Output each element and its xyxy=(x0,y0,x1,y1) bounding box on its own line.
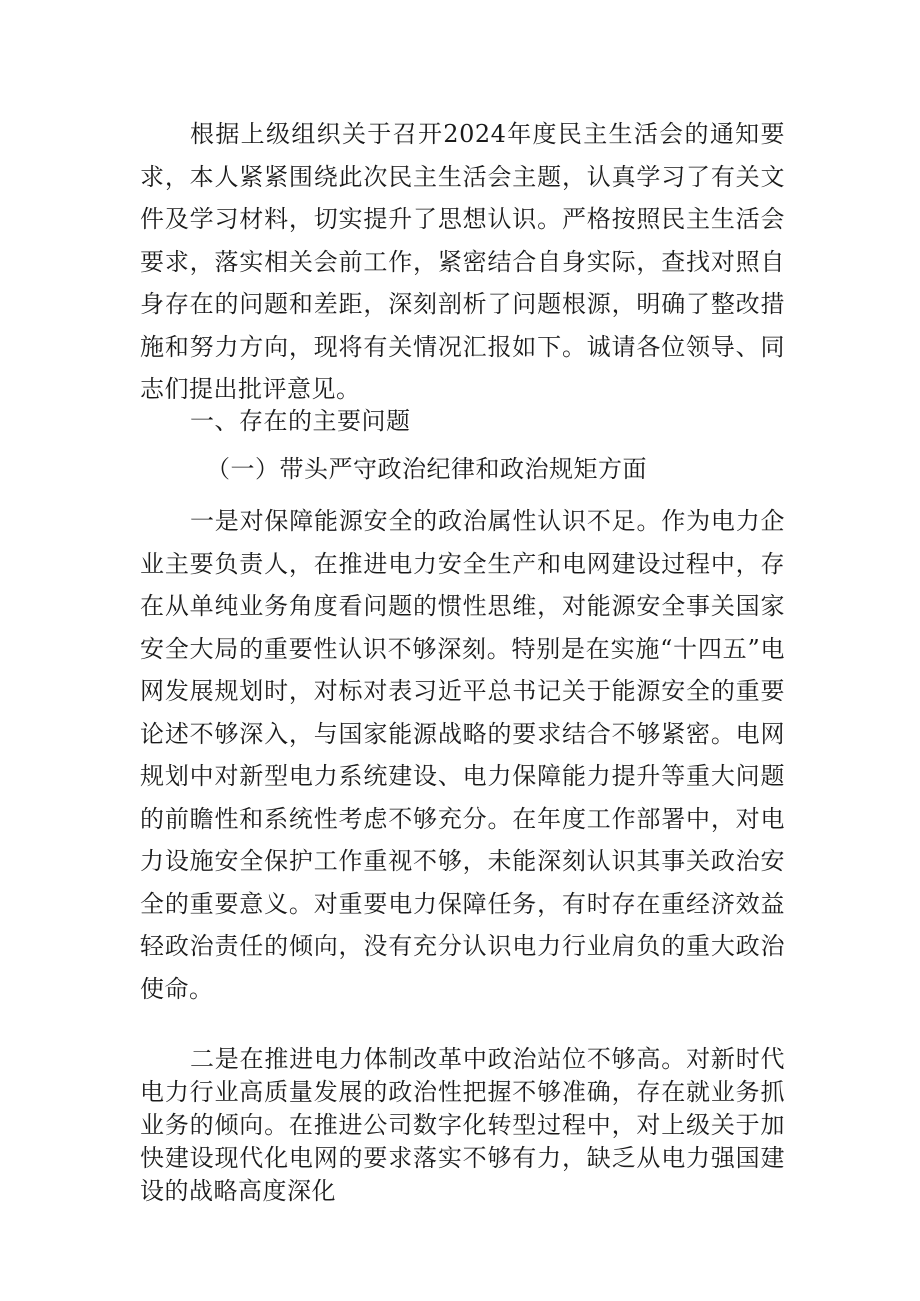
subsection-heading: （一）带头严守政治纪律和政治规矩方面 xyxy=(206,455,647,483)
section-heading: 一、存在的主要问题 xyxy=(190,407,411,435)
issue-one-paragraph: 一是对保障能源安全的政治属性认识不足。作为电力企业主要负责人，在推进电力安全生产和电网建设过程中，存在从单纯业务角度看问题的惯性思维，对能源安全事关国家安全大局的重要性认识不够深刻。特别是在实施“十四五”电网发展规划时，对标对表习近平总书记关于能源安全的重要论述不够深入，与国家能源战略的要求结合不够紧密。电网规划中对新型电力系统建设、电力保障能力提升等重大问题的前瞻性和系统性考虑不够充分。在年度工作部署中，对电力设施安全保护工作重视不够，未能深刻认识其事关政治安全的重要意义。对重要电力保障任务，有时存在重经济效益轻政治责任的倾向，没有充分认识电力行业肩负的重大政治使命。 xyxy=(140,507,785,1003)
intro-paragraph: 根据上级组织关于召开2024年度民主生活会的通知要求，本人紧紧围绕此次民主生活会主题，认真学习了有关文件及学习材料，切实提升了思想认识。严格按照民主生活会要求，落实相关会前工作，紧密结合自身实际，查找对照自身存在的问题和差距，深刻剖析了问题根源，明确了整改措施和努力方向，现将有关情况汇报如下。诚请各位领导、同志们提出批评意见。 xyxy=(140,120,785,403)
issue-two-paragraph: 二是在推进电力体制改革中政治站位不够高。对新时代电力行业高质量发展的政治性把握不够准确，存在就业务抓业务的倾向。在推进公司数字化转型过程中，对上级关于加快建设现代化电网的要求落实不够有力，缺乏从电力强国建设的战略高度深化 xyxy=(140,1045,785,1205)
